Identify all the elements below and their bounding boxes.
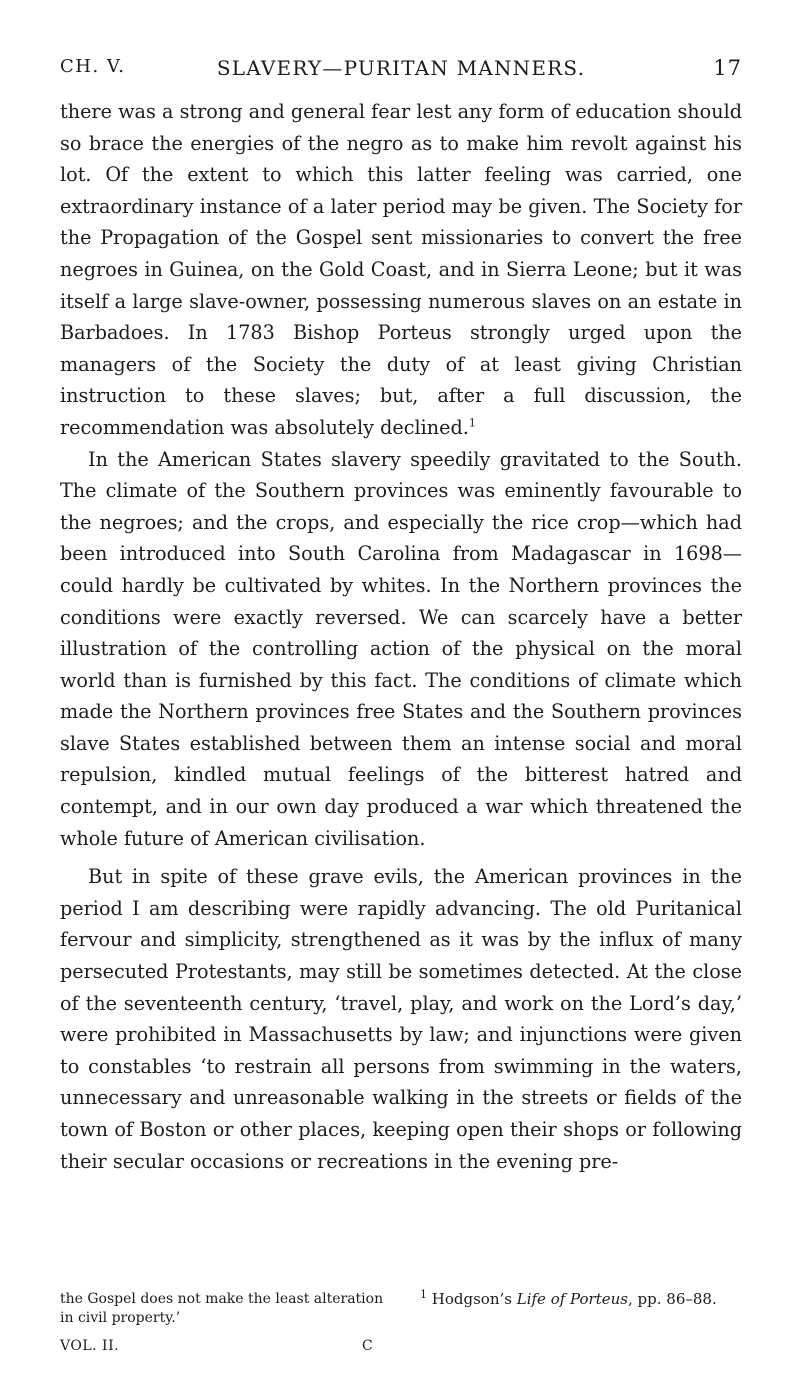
chapter-label: CH. V. (60, 56, 126, 77)
page-number: 17 (713, 56, 742, 80)
footnote-1-title: Life of Porteus (516, 1290, 628, 1308)
signature-mark: C (362, 1338, 373, 1354)
paragraph-1 (60, 96, 742, 444)
footnote-1-suffix: , pp. 86–88. (628, 1290, 717, 1308)
paragraph-1-text: there was a strong and general fear lest any form of education should so brace the energies of the negro as to make him revolt against his lot. Of the extent to which this latter feeling was carried, one extraordinary instance of a later period may be given. The Society for the Propagation of the Gospel sent missionaries to convert the free negroes in Guinea, on the Gold Coast, and in Sierra Leone; but it was itself a large slave-owner, possessing numerous slaves on an estate in Barbadoes. In 1783 Bishop Porteus strongly urged upon the managers of the Society the duty of at least giving Christian instruction to these slaves; but, after a full discussion, the recommendation was absolutely declined. (60, 100, 742, 439)
paragraph-3: But in spite of these grave evils, the American provinces in the period I am describing were rapidly advancing. The old Puritanical fervour and simplicity, strengthened as it was by the influx of many persecuted Protestants, may still be sometimes detected. At the close of the seventeenth century, ‘travel, play, and work on the Lord’s day,’ were prohibited in Massachusetts by law; and injunctions were given to constables ‘to restrain all persons from swimming in the waters, unnecessary and unreasonable walking in the streets or fields of the town of Boston or other places, keeping open their shops or following their secular occasions or recreations in the evening pre- (60, 865, 742, 1173)
page-header (60, 56, 742, 86)
running-title: SLAVERY—PURITAN MANNERS. (216, 56, 586, 80)
footnote-1 (420, 1290, 742, 1309)
footnote-1-prefix: Hodgson’s (431, 1290, 517, 1308)
footnote-ref-1: 1 (468, 416, 476, 430)
volume-signature: VOL. II. (60, 1338, 120, 1354)
body-text (60, 96, 742, 1177)
footnote-continued: the Gospel does not make the least alteration in civil property.’ (60, 1291, 384, 1326)
paragraph-2: In the American States slavery speedily gravitated to the South. The climate of the Southern provinces was eminently favourable to the negroes; and the crops, and especially the rice crop—which had been introduced into South Carolina from Madagascar in 1698—could hardly be cultivated by whites. In the Northern provinces the conditions were exactly reversed. We can scarcely have a better illustration of the controlling action of the physical on the moral world than is furnished by this fact. The conditions of climate which made the Northern provinces free States and the Southern provinces slave States established between them an intense social and moral repulsion, kindled mutual feelings of the bitterest hatred and contempt, and in our own day produced a war which threatened the whole future of American civilisation. (60, 447, 742, 850)
footnote-1-mark: 1 (420, 1288, 427, 1301)
